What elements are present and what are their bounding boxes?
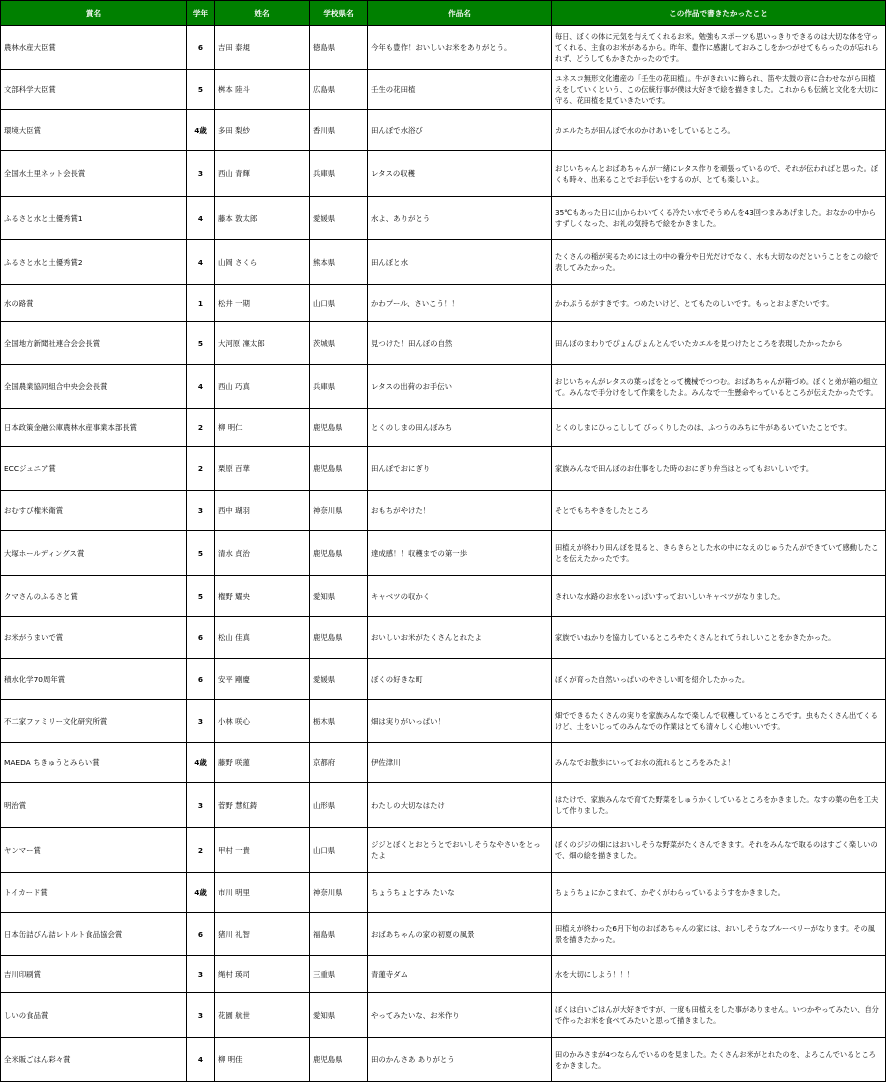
cell-comment: みんなでお散歩にいってお水の流れるところをみたよ！ — [552, 743, 886, 783]
cell-prefecture: 福島県 — [310, 913, 368, 956]
cell-prefecture: 鹿児島県 — [310, 409, 368, 447]
cell-name: 大河原 凜太郎 — [215, 322, 310, 365]
cell-award: おむすび権米衛賞 — [1, 491, 187, 531]
cell-grade: 4歳 — [187, 110, 215, 151]
cell-award: 大塚ホールディングス賞 — [1, 531, 187, 576]
cell-grade: 3 — [187, 151, 215, 197]
cell-grade: 4歳 — [187, 743, 215, 783]
header-award: 賞名 — [1, 1, 187, 26]
cell-prefecture: 徳島県 — [310, 26, 368, 70]
cell-title: 見つけた！田んぼの自然 — [368, 322, 552, 365]
cell-grade: 2 — [187, 447, 215, 491]
cell-grade: 5 — [187, 576, 215, 617]
table-row — [1, 409, 886, 447]
cell-award: ヤンマー賞 — [1, 828, 187, 873]
cell-award: トイカード賞 — [1, 873, 187, 913]
cell-title: 伊佐津川 — [368, 743, 552, 783]
cell-prefecture: 愛媛県 — [310, 659, 368, 700]
cell-comment: ちょうちょにかこまれて、かぞくがわらっているようすをかきました。 — [552, 873, 886, 913]
cell-prefecture: 兵庫県 — [310, 365, 368, 409]
cell-title: おばあちゃんの家の初夏の風景 — [368, 913, 552, 956]
cell-name: 桝本 陸斗 — [215, 70, 310, 110]
cell-comment: 水を大切にしよう！！！ — [552, 956, 886, 993]
table-row — [1, 110, 886, 151]
cell-grade: 2 — [187, 409, 215, 447]
cell-comment: とくのしまにひっこしして びっくりしたのは、ふつうのみちに牛があるいていたことです。 — [552, 409, 886, 447]
table-row — [1, 285, 886, 322]
cell-grade: 5 — [187, 322, 215, 365]
cell-prefecture: 鹿児島県 — [310, 447, 368, 491]
cell-name: 西山 青輝 — [215, 151, 310, 197]
cell-title: わたしの大切なはたけ — [368, 783, 552, 828]
cell-comment: カエルたちが田んぼで水のかけあいをしているところ。 — [552, 110, 886, 151]
table-row — [1, 783, 886, 828]
cell-comment: 35℃もあった日に山からわいてくる冷たい水でそうめんを43回つまみあげました。おなかの中からすずしくなった、お礼の気持ちで絵をかきました。 — [552, 197, 886, 240]
cell-name: 松井 一期 — [215, 285, 310, 322]
cell-name: 绳村 瑛司 — [215, 956, 310, 993]
table-row — [1, 70, 886, 110]
cell-title: やってみたいな、お米作り — [368, 993, 552, 1038]
cell-award: 日本缶詰びん詰レトルト食品協会賞 — [1, 913, 187, 956]
cell-prefecture: 熊本県 — [310, 240, 368, 285]
cell-award: 全国農業協同組合中央会会長賞 — [1, 365, 187, 409]
cell-title: かわプール、さいこう！！ — [368, 285, 552, 322]
cell-award: クマさんのふるさと賞 — [1, 576, 187, 617]
cell-prefecture: 兵庫県 — [310, 151, 368, 197]
cell-comment: 田のかみさまが4つならんでいるのを見ました。たくさんお米がとれたのを、よろこんでいるところをかきました。 — [552, 1038, 886, 1082]
cell-title: ちょうちょとすみ たいな — [368, 873, 552, 913]
table-row — [1, 1038, 886, 1082]
table-row — [1, 828, 886, 873]
cell-prefecture: 鹿児島県 — [310, 531, 368, 576]
header-name: 姓名 — [215, 1, 310, 26]
cell-name: 柳 明佳 — [215, 1038, 310, 1082]
cell-comment: 畑でできるたくさんの実りを家族みんなで楽しんで収穫しているところです。虫もたくさん出てくるけど、土をいじってのみんなでの作業はとても清々しく心地いいです。 — [552, 700, 886, 743]
cell-prefecture: 神奈川県 — [310, 491, 368, 531]
cell-prefecture: 山口県 — [310, 285, 368, 322]
cell-grade: 5 — [187, 531, 215, 576]
table-row — [1, 151, 886, 197]
cell-title: ぼくの好きな町 — [368, 659, 552, 700]
cell-award: 吉川印刷賞 — [1, 956, 187, 993]
cell-name: 菅野 慧紅鋳 — [215, 783, 310, 828]
cell-grade: 6 — [187, 26, 215, 70]
cell-prefecture: 山口県 — [310, 828, 368, 873]
cell-grade: 3 — [187, 956, 215, 993]
cell-grade: 3 — [187, 993, 215, 1038]
cell-name: 甲村 一貴 — [215, 828, 310, 873]
header-row — [1, 1, 886, 26]
cell-prefecture: 香川県 — [310, 110, 368, 151]
cell-title: 田んぼでおにぎり — [368, 447, 552, 491]
table-row — [1, 659, 886, 700]
table-row — [1, 873, 886, 913]
cell-award: 全国水土里ネット会長賞 — [1, 151, 187, 197]
cell-grade: 1 — [187, 285, 215, 322]
cell-prefecture: 神奈川県 — [310, 873, 368, 913]
cell-title: レタスの出荷のお手伝い — [368, 365, 552, 409]
header-grade: 学年 — [187, 1, 215, 26]
cell-name: 吉田 泰規 — [215, 26, 310, 70]
cell-comment: ぼくは白いごはんが大好きですが、一度も田植えをした事がありません。いつかやってみたい、自分で作ったお米を食べてみたいと思って描きました。 — [552, 993, 886, 1038]
cell-title: 田んぼと水 — [368, 240, 552, 285]
cell-name: 西中 瑚羽 — [215, 491, 310, 531]
table-row — [1, 491, 886, 531]
cell-grade: 6 — [187, 659, 215, 700]
cell-prefecture: 広島県 — [310, 70, 368, 110]
cell-award: 全国地方新聞社連合会会長賞 — [1, 322, 187, 365]
cell-award: しいの食品賞 — [1, 993, 187, 1038]
cell-award: 文部科学大臣賞 — [1, 70, 187, 110]
table-header — [1, 1, 886, 26]
cell-comment: 田んぼのまわりでぴょんぴょんとんでいたカエルを見つけたところを表現したかったから — [552, 322, 886, 365]
cell-comment: そとでもちやきをしたところ — [552, 491, 886, 531]
cell-prefecture: 山形県 — [310, 783, 368, 828]
cell-name: 清水 貞治 — [215, 531, 310, 576]
cell-name: 栗原 百華 — [215, 447, 310, 491]
cell-comment: 毎日、ぼくの体に元気を与えてくれるお米。勉強もスポーツも思いっきりできるのは大切な体を守ってくれる、主食のお米があるから。昨年、豊作に感謝しておみこしをかつがせてもらったのが忘れられず、どうしてもかきたかったのです。 — [552, 26, 886, 70]
table-row — [1, 913, 886, 956]
cell-grade: 3 — [187, 700, 215, 743]
cell-comment: 田植えが終わり田んぼを見ると、きらきらとした水の中になえのじゅうたんができていて感動したことを伝えたかったです。 — [552, 531, 886, 576]
cell-name: 松山 佳真 — [215, 617, 310, 659]
cell-prefecture: 栃木県 — [310, 700, 368, 743]
cell-comment: たくさんの稲が実るためには土の中の養分や日光だけでなく、水も大切なのだということをこの絵で表してみたかった。 — [552, 240, 886, 285]
cell-award: ふるさと水と土優秀賞1 — [1, 197, 187, 240]
cell-title: レタスの収穫 — [368, 151, 552, 197]
cell-title: とくのしまの田んぼみち — [368, 409, 552, 447]
cell-comment: おじいちゃんとおばあちゃんが一緒にレタス作りを頑張っているので、それが伝わればと思った。ぼくも時々、出来ることでお手伝いをするのが、とても楽しいよ。 — [552, 151, 886, 197]
table-row — [1, 743, 886, 783]
cell-award: MAEDA ちきゅうとみらい賞 — [1, 743, 187, 783]
cell-grade: 3 — [187, 491, 215, 531]
cell-title: 今年も豊作！おいしいお米をありがとう。 — [368, 26, 552, 70]
cell-award: ECCジュニア賞 — [1, 447, 187, 491]
cell-award: 農林水産大臣賞 — [1, 26, 187, 70]
cell-comment: 田植えが終わった6月下旬のおばあちゃんの家には、おいしそうなブルーベリーがなります。その風景を描きたかった。 — [552, 913, 886, 956]
cell-title: キャベツの収かく — [368, 576, 552, 617]
table-row — [1, 993, 886, 1038]
cell-comment: かわぷうるがすきです。つめたいけど、とてもたのしいです。もっとおよぎたいです。 — [552, 285, 886, 322]
cell-name: 花園 航世 — [215, 993, 310, 1038]
cell-comment: きれいな水路のお水をいっぱいすっておいしいキャベツがなりました。 — [552, 576, 886, 617]
cell-comment: はたけで、家族みんなで育てた野菜をしゅうかくしているところをかきました。なすの葉の色を工夫して作りました。 — [552, 783, 886, 828]
cell-grade: 3 — [187, 783, 215, 828]
table-row — [1, 240, 886, 285]
cell-title: 田んぼで水浴び — [368, 110, 552, 151]
cell-title: ジジとぼくとおとうとでおいしそうなやさいをとったよ — [368, 828, 552, 873]
cell-comment: おじいちゃんがレタスの葉っぱをとって機械でつつむ。おばあちゃんが箱づめ。ぼくと弟が箱の組立て。みんなで手分けをして作業をしたよ。みんなで一生懸命やっているところが伝えたかったです。 — [552, 365, 886, 409]
cell-name: 藤本 敦太郎 — [215, 197, 310, 240]
cell-award: 全米販ごはん彩々賞 — [1, 1038, 187, 1082]
cell-name: 権野 耀央 — [215, 576, 310, 617]
cell-title: 畑は実りがいっぱい！ — [368, 700, 552, 743]
cell-title: おいしいお米がたくさんとれたよ — [368, 617, 552, 659]
cell-grade: 4 — [187, 197, 215, 240]
cell-prefecture: 愛知県 — [310, 576, 368, 617]
table-row — [1, 956, 886, 993]
table-row — [1, 197, 886, 240]
cell-title: おもちがやけた！ — [368, 491, 552, 531]
cell-award: 不二家ファミリー文化研究所賞 — [1, 700, 187, 743]
cell-name: 多田 梨紗 — [215, 110, 310, 151]
cell-award: 環境大臣賞 — [1, 110, 187, 151]
table-row — [1, 447, 886, 491]
cell-name: 柳 明仁 — [215, 409, 310, 447]
cell-comment: ぼくが育った自然いっぱいのやさしい町を紹介したかった。 — [552, 659, 886, 700]
table-row — [1, 26, 886, 70]
table-row — [1, 322, 886, 365]
cell-name: 安平 剛慶 — [215, 659, 310, 700]
cell-comment: ユネスコ無形文化遺産の「壬生の花田植」。牛がきれいに飾られ、笛や太鼓の音に合わせながら田植えをしていくという、この伝統行事が僕は大好きで絵を描きました。これからも伝統と文化を大切に守る、花田植を見ていきたいです。 — [552, 70, 886, 110]
cell-prefecture: 愛知県 — [310, 993, 368, 1038]
cell-prefecture: 茨城県 — [310, 322, 368, 365]
cell-award: 明治賞 — [1, 783, 187, 828]
table-body — [1, 26, 886, 1082]
cell-grade: 4歳 — [187, 873, 215, 913]
cell-prefecture: 鹿児島県 — [310, 617, 368, 659]
cell-award: 積水化学70周年賞 — [1, 659, 187, 700]
cell-grade: 2 — [187, 828, 215, 873]
cell-award: お米がうまいで賞 — [1, 617, 187, 659]
cell-grade: 4 — [187, 240, 215, 285]
cell-comment: 家族みんなで田んぼのお仕事をした時のおにぎり弁当はとってもおいしいです。 — [552, 447, 886, 491]
table-row — [1, 365, 886, 409]
cell-title: 水よ、ありがとう — [368, 197, 552, 240]
cell-name: 小林 咲心 — [215, 700, 310, 743]
cell-title: 青蓮寺ダム — [368, 956, 552, 993]
cell-name: 山岡 さくら — [215, 240, 310, 285]
cell-award: ふるさと水と土優秀賞2 — [1, 240, 187, 285]
header-comment: この作品で書きたかったこと — [552, 1, 886, 26]
cell-comment: 家族でいねかりを協力しているところやたくさんとれてうれしいことをかきたかった。 — [552, 617, 886, 659]
cell-prefecture: 京都府 — [310, 743, 368, 783]
header-title: 作品名 — [368, 1, 552, 26]
cell-award: 水の路賞 — [1, 285, 187, 322]
cell-prefecture: 鹿児島県 — [310, 1038, 368, 1082]
cell-title: 壬生の花田植 — [368, 70, 552, 110]
cell-name: 猪川 礼智 — [215, 913, 310, 956]
header-prefecture: 学校県名 — [310, 1, 368, 26]
cell-grade: 4 — [187, 1038, 215, 1082]
cell-award: 日本政策金融公庫農林水産事業本部長賞 — [1, 409, 187, 447]
cell-grade: 4 — [187, 365, 215, 409]
cell-prefecture: 愛媛県 — [310, 197, 368, 240]
cell-grade: 6 — [187, 617, 215, 659]
cell-title: 田のかんさあ ありがとう — [368, 1038, 552, 1082]
table-row — [1, 700, 886, 743]
cell-name: 西山 巧真 — [215, 365, 310, 409]
table-row — [1, 576, 886, 617]
table-row — [1, 531, 886, 576]
cell-name: 市川 明里 — [215, 873, 310, 913]
table-row — [1, 617, 886, 659]
cell-prefecture: 三重県 — [310, 956, 368, 993]
cell-name: 藤野 咲蓮 — [215, 743, 310, 783]
cell-comment: ぼくのジジの畑にはおいしそうな野菜がたくさんできます。それをみんなで取るのはすごく楽しいので、畑の絵を描きました。 — [552, 828, 886, 873]
cell-grade: 5 — [187, 70, 215, 110]
cell-grade: 6 — [187, 913, 215, 956]
cell-title: 達成感！！収穫までの第一歩 — [368, 531, 552, 576]
